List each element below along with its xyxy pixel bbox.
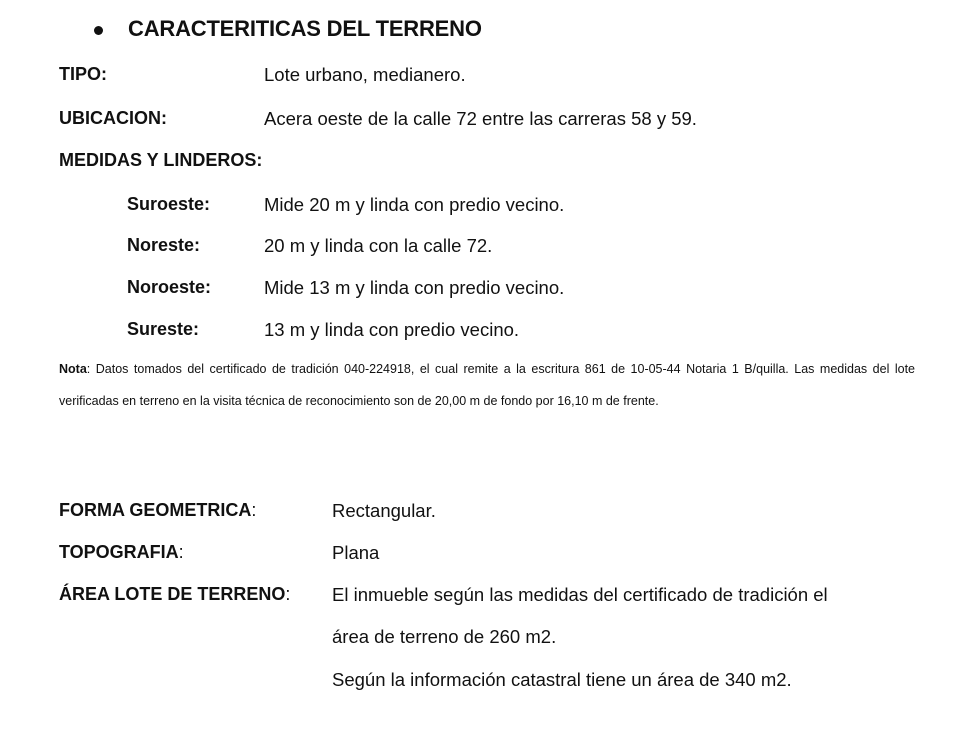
area-line-2: área de terreno de 260 m2. — [332, 626, 557, 647]
ubicacion-label: UBICACION: — [59, 108, 167, 128]
medidas-label: MEDIDAS Y LINDEROS: — [59, 150, 263, 170]
nota-label: Nota — [59, 362, 87, 376]
noreste-label: Noreste: — [127, 235, 201, 255]
nota-text: : Datos tomados del certificado de tradición 040-224918, el cual remite a la escritura 861 de 10-05-44 Notaria 1 B/quilla. Las medidas del lote verificadas en terreno en la visita técnica de reconocimiento son de 20,00 m de fondo por 16,10 m de frente. — [59, 362, 915, 408]
suroeste-label: Suroeste: — [127, 194, 211, 214]
tipo-value: Lote urbano, medianero. — [264, 64, 466, 85]
topografia-label: TOPOGRAFIA: — [59, 542, 184, 562]
section-heading: CARACTERITICAS DEL TERRENO — [128, 16, 482, 41]
noroeste-label: Noroeste: — [127, 277, 212, 297]
bullet-icon — [94, 26, 103, 35]
noroeste-value: Mide 13 m y linda con predio vecino. — [264, 277, 565, 298]
sureste-value: 13 m y linda con predio vecino. — [264, 319, 520, 340]
area-label: ÁREA LOTE DE TERRENO: — [59, 584, 291, 604]
ubicacion-value: Acera oeste de la calle 72 entre las carreras 58 y 59. — [264, 108, 697, 129]
tipo-label: TIPO: — [59, 64, 107, 84]
area-line-1: El inmueble según las medidas del certificado de tradición el — [332, 584, 828, 605]
nota-paragraph — [59, 353, 915, 417]
suroeste-value: Mide 20 m y linda con predio vecino. — [264, 194, 565, 215]
sureste-label: Sureste: — [127, 319, 200, 339]
noreste-value: 20 m y linda con la calle 72. — [264, 235, 493, 256]
topografia-value: Plana — [332, 542, 380, 563]
area-line-3: Según la información catastral tiene un área de 340 m2. — [332, 669, 792, 690]
forma-value: Rectangular. — [332, 500, 436, 521]
forma-label: FORMA GEOMETRICA: — [59, 500, 257, 520]
